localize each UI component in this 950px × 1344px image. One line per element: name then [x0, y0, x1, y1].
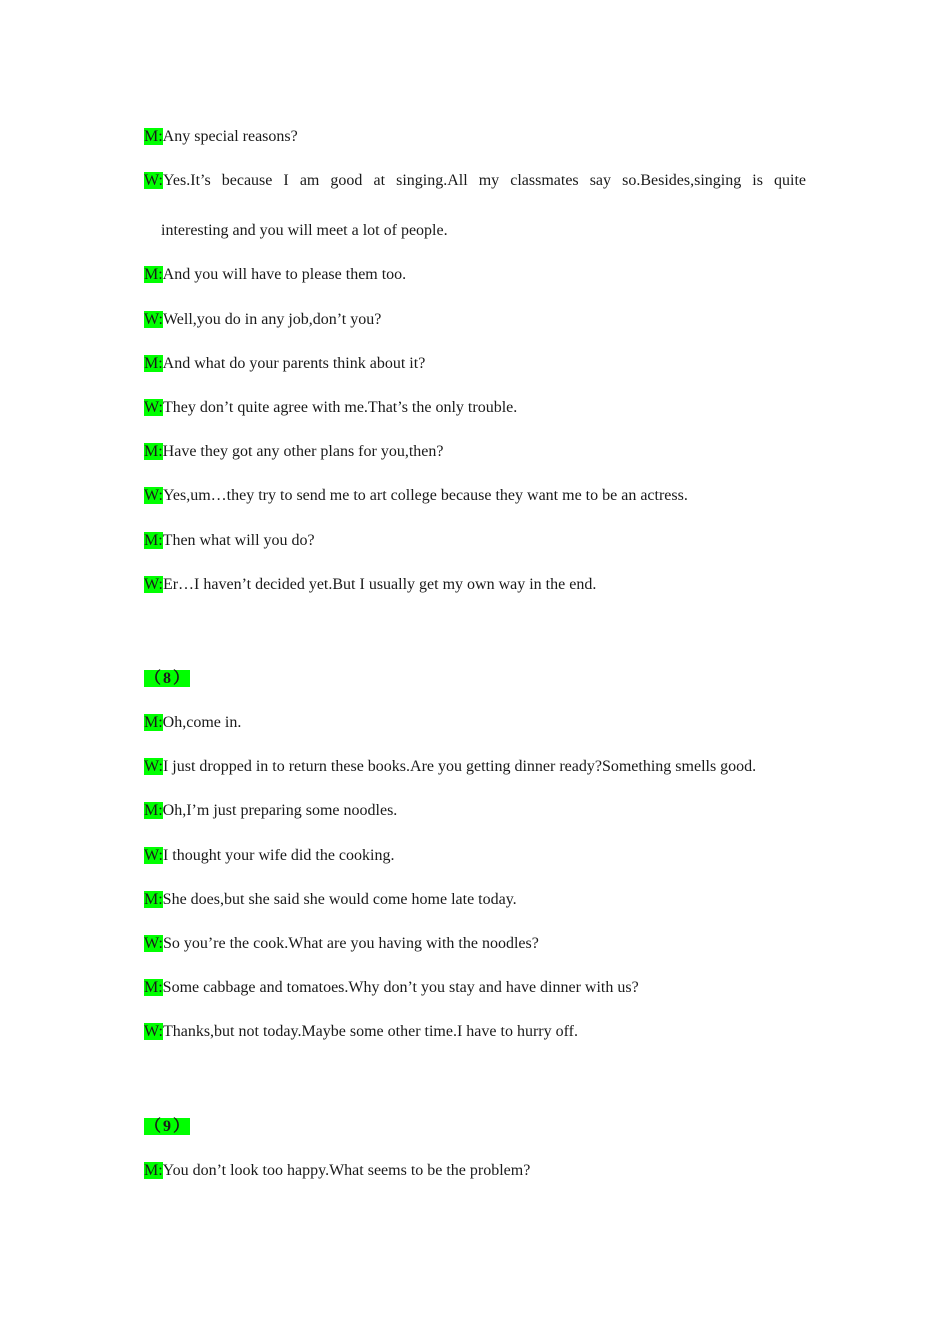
speaker-label: W: [144, 935, 163, 952]
dialogue-line [144, 573, 806, 617]
speaker-label: W: [144, 575, 163, 593]
dialogue-line [144, 352, 806, 396]
dialogue-text: Then what will you do? [162, 531, 315, 549]
speaker-label: W: [144, 846, 163, 864]
dialogue-line-continuation [144, 219, 806, 263]
dialogue-line [144, 308, 806, 352]
dialogue-line [144, 1020, 806, 1064]
section-number: 8 [163, 669, 172, 687]
dialogue-line [144, 799, 806, 843]
dialogue-line [144, 1159, 806, 1203]
dialogue-text: And what do your parents think about it? [162, 354, 426, 372]
section-spacer [144, 1065, 806, 1115]
speaker-label: M: [144, 802, 163, 820]
section-number-badge: （ 8 ） [145, 669, 190, 687]
speaker-label: M: [144, 443, 163, 461]
speaker-label: W: [144, 758, 163, 776]
dialogue-text: I thought your wife did the cooking. [162, 846, 395, 864]
dialogue-line [144, 529, 806, 573]
speaker-label: M: [144, 714, 163, 732]
dialogue-text: Er…I haven’t decided yet.But I usually get my own way in the end. [162, 575, 597, 593]
dialogue-line [144, 125, 806, 169]
transcript [144, 125, 806, 1203]
speaker-label: W: [144, 1023, 163, 1041]
section-heading-8 [144, 667, 806, 711]
speaker-label: M: [144, 128, 163, 145]
dialogue-text: interesting and you will meet a lot of people. [161, 222, 448, 240]
dialogue-line [144, 711, 806, 755]
dialogue-text: They don’t quite agree with me.That’s the only trouble. [162, 398, 518, 416]
section-number: 9 [163, 1117, 172, 1135]
speaker-label: M: [144, 979, 163, 997]
speaker-label: M: [144, 266, 163, 284]
speaker-label: W: [144, 310, 163, 328]
dialogue-line [144, 396, 806, 440]
dialogue-text: And you will have to please them too. [162, 266, 407, 284]
dialogue-text: Well,you do in any job,don’t you? [162, 310, 382, 328]
speaker-label: W: [144, 487, 163, 505]
speaker-label: W: [144, 172, 163, 190]
dialogue-text: Yes.It’s because I am good at singing.All my classmates say so.Besides,singing is quite [162, 172, 806, 190]
dialogue-line [144, 169, 806, 219]
speaker-label: M: [144, 890, 163, 908]
section-heading-9 [144, 1115, 806, 1159]
dialogue-text: Some cabbage and tomatoes.Why don’t you stay and have dinner with us? [162, 979, 639, 997]
dialogue-text: Oh,I’m just preparing some noodles. [162, 802, 398, 820]
dialogue-line [144, 263, 806, 307]
dialogue-line [144, 932, 806, 976]
speaker-label: M: [144, 354, 163, 372]
dialogue-text: I just dropped in to return these books.Are you getting dinner ready?Something smells good. [162, 758, 757, 776]
dialogue-line [144, 755, 806, 799]
speaker-label: M: [144, 1161, 163, 1179]
dialogue-text: Yes,um…they try to send me to art college because they want me to be an actress. [162, 487, 688, 505]
dialogue-line [144, 484, 806, 528]
dialogue-text: Any special reasons? [162, 128, 298, 145]
section-spacer [144, 617, 806, 667]
dialogue-line [144, 976, 806, 1020]
dialogue-text: Have they got any other plans for you,then? [162, 443, 444, 461]
speaker-label: W: [144, 398, 163, 416]
dialogue-text: She does,but she said she would come home late today. [162, 890, 517, 908]
dialogue-text: So you’re the cook.What are you having with the noodles? [162, 935, 539, 952]
dialogue-text: Oh,come in. [162, 714, 242, 732]
section-number-badge: （ 9 ） [145, 1117, 190, 1135]
dialogue-text: Thanks,but not today.Maybe some other time.I have to hurry off. [162, 1023, 578, 1041]
dialogue-line [144, 440, 806, 484]
dialogue-text: You don’t look too happy.What seems to be the problem? [162, 1161, 531, 1179]
speaker-label: M: [144, 531, 163, 549]
dialogue-line [144, 888, 806, 932]
dialogue-line [144, 844, 806, 888]
